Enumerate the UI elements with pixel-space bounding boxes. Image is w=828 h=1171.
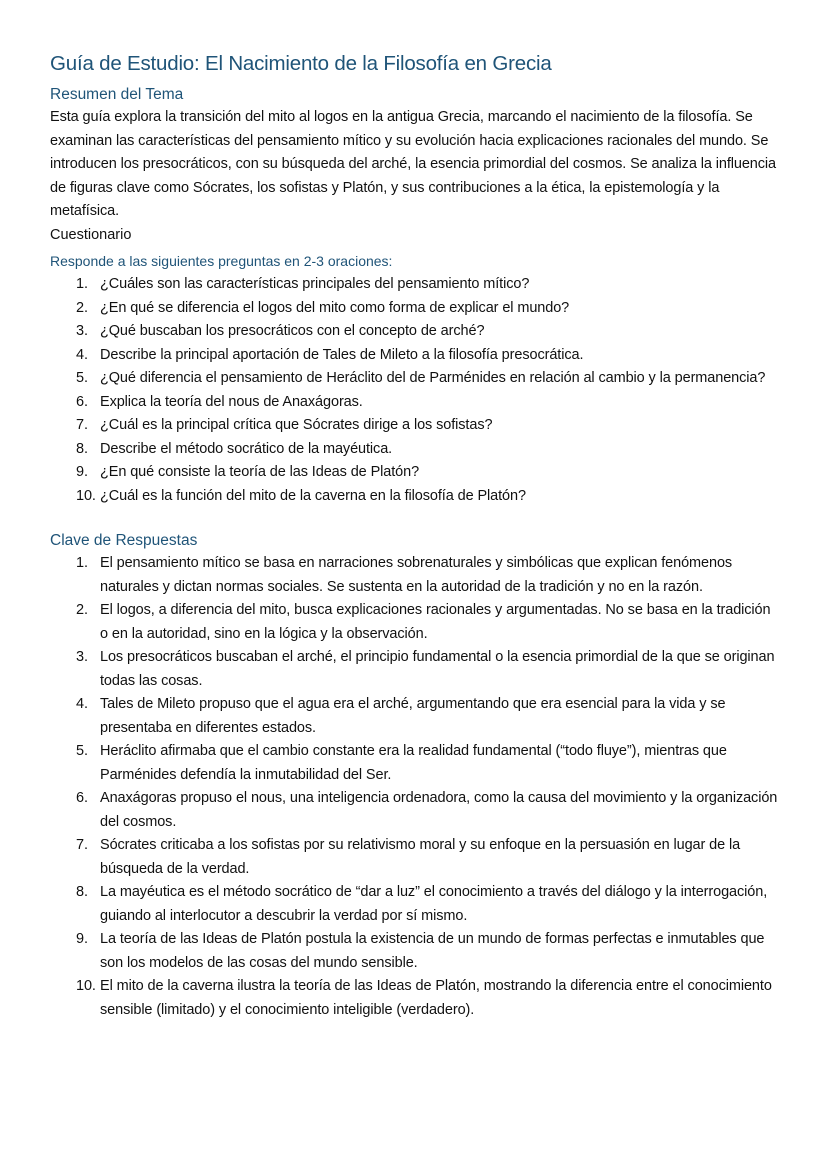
answer-item-text: Tales de Mileto propuso que el agua era el arché, argumentando que era esencial para la vida y se presentaba en diferentes estados. (100, 696, 726, 736)
answer-item-number: 7. (76, 837, 88, 853)
question-item-text: ¿Cuáles son las características principales del pensamiento mítico? (100, 276, 530, 292)
answer-item-number: 1. (76, 555, 88, 571)
question-item-number: 3. (76, 323, 88, 339)
question-item-text: ¿En qué consiste la teoría de las Ideas de Platón? (100, 464, 420, 480)
answer-item-text: El logos, a diferencia del mito, busca explicaciones racionales y argumentadas. No se basa en la tradición o en la autoridad, sino en la lógica y la observación. (100, 602, 771, 642)
answer-item (50, 552, 780, 599)
question-item (50, 273, 780, 297)
question-item (50, 367, 780, 391)
answer-item-number: 9. (76, 931, 88, 947)
question-item (50, 320, 780, 344)
question-item-text: ¿Qué buscaban los presocráticos con el concepto de arché? (100, 323, 485, 339)
answer-item-number: 10. (76, 978, 96, 994)
question-item (50, 297, 780, 321)
answer-item-number: 3. (76, 649, 88, 665)
answer-item (50, 740, 780, 787)
answers-list (50, 552, 780, 1022)
question-item-number: 5. (76, 370, 88, 386)
question-item-number: 1. (76, 276, 88, 292)
answer-item (50, 928, 780, 975)
question-item (50, 414, 780, 438)
question-item-number: 8. (76, 440, 88, 457)
answer-item (50, 693, 780, 740)
answer-item-text: Sócrates criticaba a los sofistas por su relativismo moral y su enfoque en la persuasión en lugar de la búsqueda de la verdad. (100, 837, 741, 877)
answer-item (50, 881, 780, 928)
answer-item-number: 6. (76, 790, 88, 806)
question-item (50, 344, 780, 368)
answer-item-number: 2. (76, 602, 88, 618)
answer-item (50, 975, 780, 1022)
quiz-heading: Cuestionario (50, 226, 132, 243)
question-item-text: Explica la teoría del nous de Anaxágoras. (100, 393, 363, 410)
answer-item-text: La teoría de las Ideas de Platón postula la existencia de un mundo de formas perfectas e inmutables que son los modelos de las cosas del mundo sensible. (100, 931, 765, 971)
quiz-instructions: Responde a las siguientes preguntas en 2-3 oraciones: (50, 253, 393, 269)
answer-item-number: 5. (76, 743, 88, 759)
question-item (50, 485, 780, 509)
question-item-text: ¿En qué se diferencia el logos del mito como forma de explicar el mundo? (100, 299, 570, 316)
answers-heading: Clave de Respuestas (50, 532, 198, 549)
answer-item (50, 834, 780, 881)
question-item (50, 391, 780, 415)
answer-item-number: 8. (76, 884, 88, 900)
section-spacer (50, 508, 780, 528)
question-item-text: Describe la principal aportación de Tales de Mileto a la filosofía presocrática. (100, 346, 584, 363)
question-item (50, 438, 780, 462)
document-page (50, 50, 780, 1022)
answer-item-text: El mito de la caverna ilustra la teoría de las Ideas de Platón, mostrando la diferencia entre el conocimiento sensible (limitado) y el conocimiento inteligible (verdadero). (100, 978, 772, 1018)
question-item-number: 7. (76, 417, 88, 433)
summary-heading: Resumen del Tema (50, 86, 184, 103)
question-item-number: 4. (76, 346, 88, 363)
answer-item (50, 599, 780, 646)
answer-item (50, 646, 780, 693)
question-item-text: ¿Cuál es la principal crítica que Sócrates dirige a los sofistas? (100, 417, 493, 433)
question-item-number: 10. (76, 487, 96, 504)
summary-paragraph: Esta guía explora la transición del mito al logos en la antigua Grecia, marcando el nacimiento de la filosofía. Se examinan las características del pensamiento mítico y su evolución hacia explicaciones racionales del mundo. Se introducen los presocráticos, con su búsqueda del arché, la esencia primordial del cosmos. Se analiza la influencia de figuras clave como Sócrates, los sofistas y Platón, y sus contribuciones a la ética, la epistemología y la metafísica. (50, 109, 776, 219)
question-item-text: ¿Qué diferencia el pensamiento de Heráclito del de Parménides en relación al cambio y la permanencia? (100, 370, 766, 386)
question-item-text: Describe el método socrático de la mayéutica. (100, 440, 393, 457)
answer-item (50, 787, 780, 834)
question-item-number: 9. (76, 464, 88, 480)
document-title: Guía de Estudio: El Nacimiento de la Filosofía en Grecia (50, 52, 552, 75)
questions-list (50, 273, 780, 508)
answer-item-text: El pensamiento mítico se basa en narraciones sobrenaturales y simbólicas que explican fenómenos naturales y dictan normas sociales. Se sustenta en la autoridad de la tradición y no en la razón. (100, 555, 733, 595)
question-item-text: ¿Cuál es la función del mito de la caverna en la filosofía de Platón? (100, 487, 526, 504)
answer-item-text: La mayéutica es el método socrático de “dar a luz” el conocimiento a través del diálogo y la interrogación, guiando al interlocutor a descubrir la verdad por sí mismo. (100, 884, 768, 924)
answer-item-text: Heráclito afirmaba que el cambio constante era la realidad fundamental (“todo fluye”), mientras que Parménides defendía la inmutabilidad del Ser. (100, 743, 727, 783)
question-item-number: 6. (76, 393, 88, 410)
question-item (50, 461, 780, 485)
answer-item-text: Los presocráticos buscaban el arché, el principio fundamental o la esencia primordial de la que se originan todas las cosas. (100, 649, 775, 689)
answer-item-text: Anaxágoras propuso el nous, una inteligencia ordenadora, como la causa del movimiento y la organización del cosmos. (100, 790, 778, 830)
answer-item-number: 4. (76, 696, 88, 712)
question-item-number: 2. (76, 299, 88, 316)
